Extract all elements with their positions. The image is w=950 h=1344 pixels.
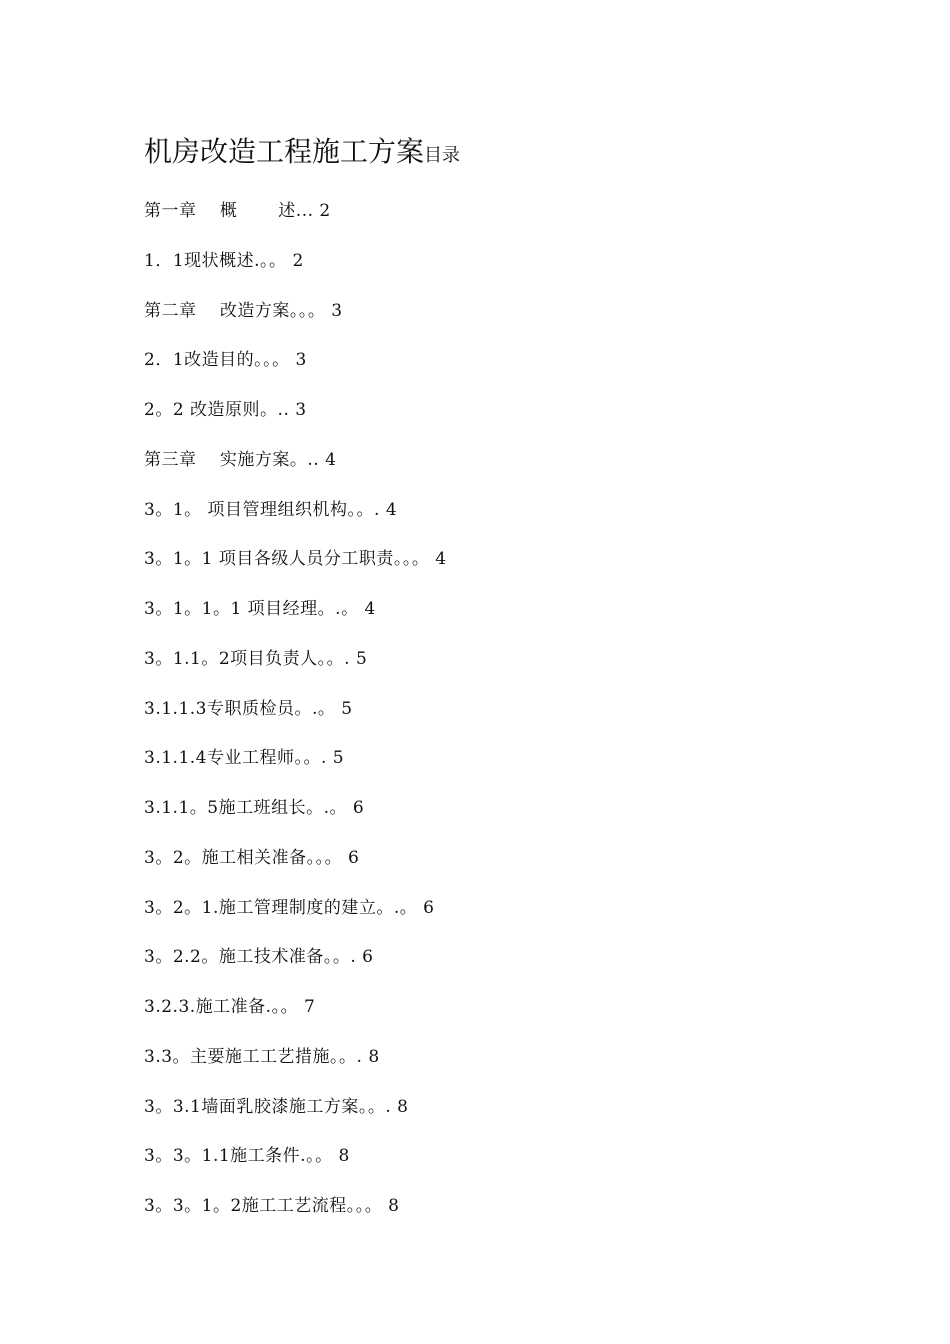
toc-entry: 3。2。施工相关准备。。。 6 xyxy=(144,847,360,868)
toc-entry: 3.1.1.3专职质检员。.。 5 xyxy=(144,698,353,719)
title-suffix: 目录 xyxy=(424,145,461,166)
toc-entry: 3。2。1.施工管理制度的建立。.。 6 xyxy=(144,897,435,918)
toc-entry: 3。3。1。2施工工艺流程。。。 8 xyxy=(144,1196,400,1216)
toc-entry: 第一章 概 述... 2 xyxy=(144,201,331,221)
toc-entry: 1．1现状概述.。。 2 xyxy=(144,250,304,271)
toc-entry: 3。3。1.1施工条件.。。 8 xyxy=(144,1146,350,1167)
title-main: 机房改造工程施工方案 xyxy=(144,135,425,168)
toc-entry: 3.2.3.施工准备.。。 7 xyxy=(144,997,316,1017)
toc-entry: 3.1.1。5施工班组长。.。 6 xyxy=(144,798,365,818)
toc-entry: 第二章 改造方案。。。 3 xyxy=(144,300,343,321)
toc-entry: 3。2.2。施工技术准备。。. 6 xyxy=(144,947,374,968)
toc-entry: 3。3.1墙面乳胶漆施工方案。。. 8 xyxy=(144,1096,409,1117)
toc-entry: 3。1。1 项目各级人员分工职责。。。 4 xyxy=(144,549,447,570)
toc-entry: 3。1。 项目管理组织机构。。. 4 xyxy=(144,499,398,520)
toc-entry: 3。1。1。1 项目经理。.。 4 xyxy=(144,599,376,619)
toc-entry: 3.3。主要施工工艺措施。。. 8 xyxy=(144,1046,380,1067)
toc-entry: 第三章 实施方案。.. 4 xyxy=(144,449,337,470)
toc-entry: 3.1.1.4专业工程师。。. 5 xyxy=(144,748,345,769)
table-of-contents xyxy=(144,198,447,1243)
toc-entry: 3。1.1。2项目负责人。。. 5 xyxy=(144,648,368,669)
toc-entry: 2。2 改造原则。.. 3 xyxy=(144,400,307,420)
document-title xyxy=(144,130,460,170)
toc-entry: 2．1改造目的。。。 3 xyxy=(144,350,307,371)
